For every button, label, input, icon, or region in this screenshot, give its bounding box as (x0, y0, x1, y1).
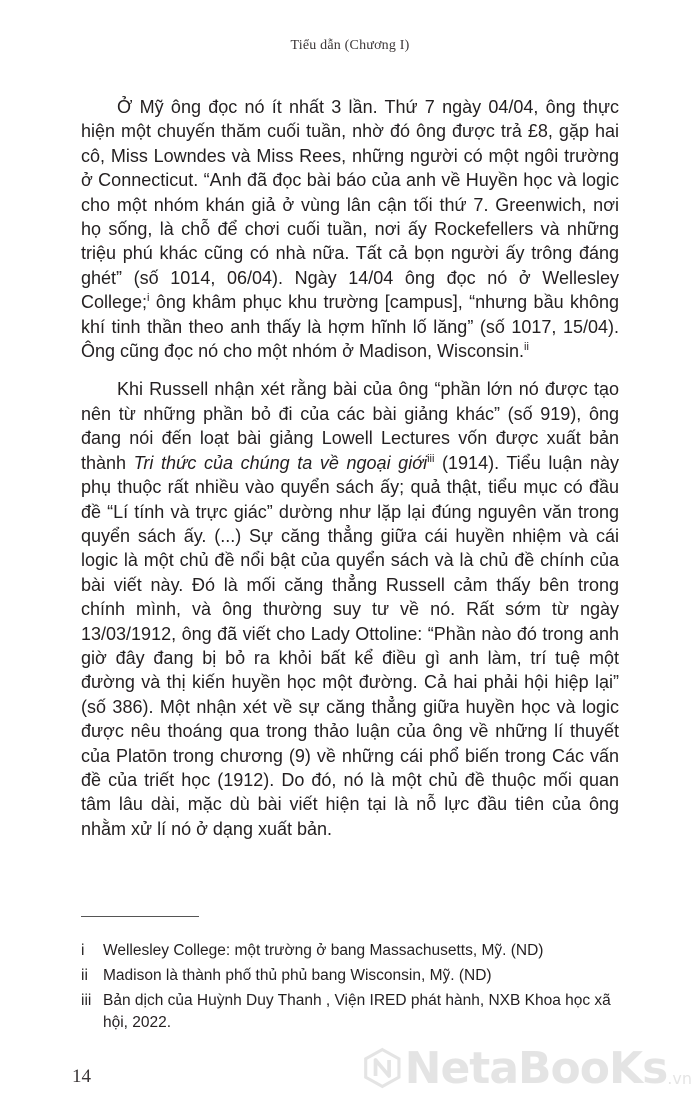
text-run: Ở Mỹ ông đọc nó ít nhất 3 lần. Thứ 7 ngày 04/04, ông thực hiện một chuyến thăm cuối tuần, nhờ đó ông được trả £8, gặp hai cô, Miss Lowndes và Miss Rees, những người có một ngôi trường ở Connecticut. “Anh đã đọc bài báo của anh về Huyền học và logic cho một nhóm khán giả ở vùng lân cận tối thứ 7. Greenwich, nơi họ sống, là chỗ để chơi cuối tuần, nơi ấy Rockefellers và những triệu phú khác cũng có nhà nữa. Tất cả bọn người ấy trông đáng ghét” (số 1014, 06/04). Ngày 14/04 ông đọc nó ở Wellesley College; (81, 97, 619, 313)
footnote-item (81, 940, 626, 962)
footnote-ref-i: i (147, 292, 150, 305)
book-title: Tri thức của chúng ta về ngoại giới (133, 452, 428, 473)
paragraph-1 (81, 95, 619, 363)
footnotes (81, 940, 626, 1037)
watermark-suffix: .vn (667, 1069, 692, 1088)
netabooks-logo-icon (362, 1035, 403, 1101)
footnote-text: Madison là thành phố thủ phủ bang Wisconsin, Mỹ. (ND) (103, 967, 492, 984)
footnote-ref-ii: ii (524, 341, 529, 354)
running-head: Tiểu dẫn (Chương I) (290, 38, 410, 53)
footnote-mark: i (81, 942, 85, 959)
watermark-text: NetaBooKs (404, 1042, 668, 1094)
footnote-text: Bản dịch của Huỳnh Duy Thanh , Viện IRED phát hành, NXB Khoa học xã hội, 2022. (103, 992, 611, 1031)
footnote-ref-iii: iii (427, 452, 435, 465)
footnote-text: Wellesley College: một trường ở bang Massachusetts, Mỹ. (ND) (103, 942, 544, 959)
footnote-mark: ii (81, 967, 88, 984)
footnote-item (81, 965, 626, 987)
text-run: Khi Russell nhận xét rằng bài của ông “phần lớn nó được tạo nên từ những phần bỏ đi của các bài giảng khác” (số 919), ông đang nói đến loạt bài giảng Lowell Lectures vốn được xuất bản thành (81, 379, 619, 473)
body-text (81, 95, 619, 841)
footnote-mark: iii (81, 992, 92, 1009)
watermark (362, 1028, 692, 1108)
text-run: ông khâm phục khu trường [campus], “nhưng bầu không khí tinh thần theo anh thấy là hợm hĩnh lố lăng” (số 1017, 15/04). Ông cũng đọc nó cho một nhóm ở Madison, Wisconsin. (81, 292, 619, 362)
page-number: 14 (72, 1066, 91, 1087)
footnote-divider (81, 916, 199, 917)
text-run: (1914). Tiểu luận này phụ thuộc rất nhiều vào quyển sách ấy; quả thật, tiểu mục có đầu đề “Lí tính và trực giác” dường như lặp lại đúng nguyên văn trong quyển sách ấy. (...) Sự căng thẳng giữa cái huyền nhiệm và cái logic là một chủ đề nổi bật của quyển sách và là chủ đề chính của bài viết này. Đó là mối căng thẳng Russell cảm thấy bên trong chính mình, và ông thường suy tư về nó. Rất sớm từ ngày 13/03/1912, ông đã viết cho Lady Ottoline: “Phần nào đó trong anh giờ đây đang bị bỏ ra khỏi bất kể điều gì anh làm, trí tuệ một đường và thị kiến huyền học một đường. Cả hai phải hội hiệp lại” (số 386). Một nhận xét về sự căng thẳng giữa huyền học và logic được nêu thoáng qua trong thảo luận của ông về những lí thuyết của Platōn trong chương (9) về những cái phổ biến trong Các vấn đề của triết học (1912). Do đó, nó là một chủ đề thuộc mối quan tâm lâu dài, mặc dù bài viết hiện tại là nỗ lực đầu tiên của ông nhằm xử lí nó ở dạng xuất bản. (81, 452, 619, 839)
paragraph-2 (81, 377, 619, 841)
